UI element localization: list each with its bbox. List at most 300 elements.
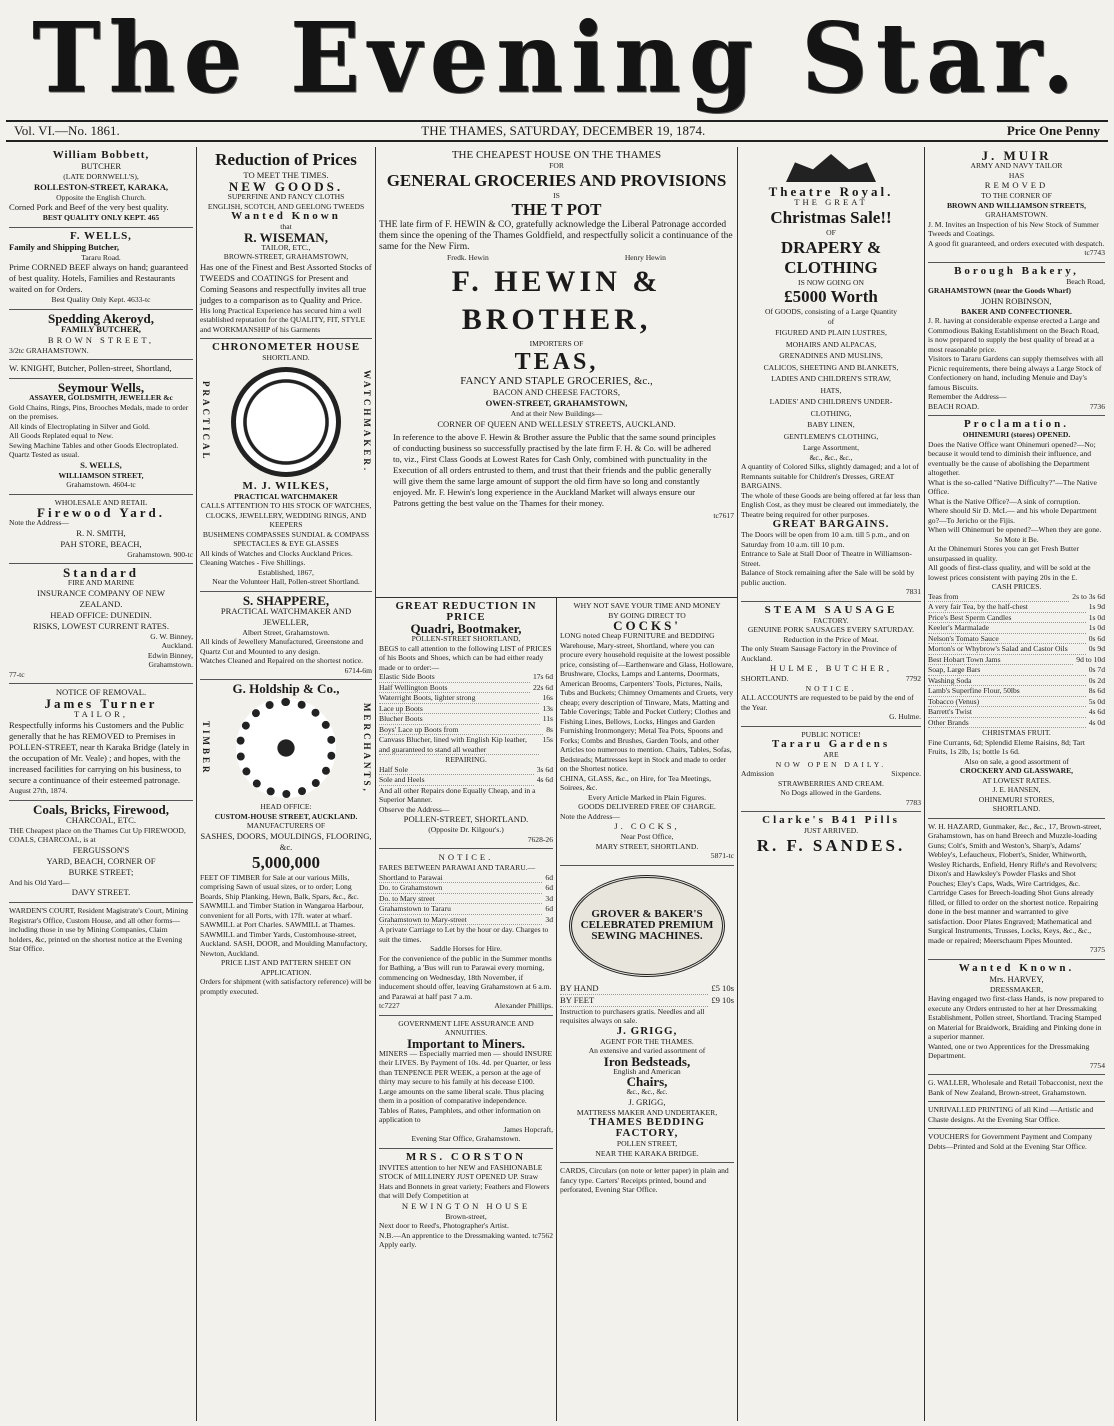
price-row: [379, 672, 553, 683]
ad-line: ROLLESTON-STREET, KARAKA,: [33, 181, 169, 192]
ad-heading: THE T POT: [511, 200, 602, 219]
ad-heading: MRS. CORSTON: [405, 1150, 527, 1163]
price-row: [928, 676, 1105, 687]
ad-line: PRICE LIST AND PATTERN SHEET ON APPLICATION.: [220, 958, 352, 977]
ad-line: WHOLESALE AND RETAIL: [54, 497, 148, 507]
price-value: 17s 6d: [532, 672, 553, 681]
column-3: [375, 597, 556, 1421]
column-1: [6, 147, 196, 1421]
ad-line: English and American: [613, 1066, 681, 1076]
side-label: TIMBER: [201, 720, 211, 776]
ad-harvey: [928, 960, 1105, 1076]
ad-line: Family and Shipping Butcher,: [9, 241, 120, 252]
ad-body: W. H. HAZARD, Gunmaker, &c., &c., 17, Brown-street, Grahamstown, has on hand Breech and Muzzle-loading Guns; Colt's, Smith and Weston's, Sharp's, Adams' Webley's, Lefaucheux, Flobert's, Snider, Whitworth, Wesley Richards, Enfield, Henry Rifle's and Revolvers; Dixon's and Hawksley's Powder Flasks and Shot Pouches; Eley's Caps, Wads, Wire Cartridges, &c. Cartridge Cases for Breech-loading Shot Guns already filled, or filled to order on the shortest notice. Repairing done in the best manner and warranted to give satisfaction. Door Plates Engraved; Mathematical and Surgical Instruments, Trusses, Locks, Keys, &c., &c., made or repaired; Meerschaum Pipes Mounted.: [928, 821, 1102, 945]
ad-body: ALL ACCOUNTS are requested to be paid by the end of the Year.: [741, 693, 914, 712]
ad-line: PUBLIC NOTICE!: [801, 729, 861, 739]
price-label: Nelson's Tomato Sauce: [928, 634, 1086, 645]
ad-line: BROWN-STREET, GRAHAMSTOWN,: [223, 252, 349, 261]
price-label: Tobacco (Venus): [928, 697, 1086, 708]
ad-signature: G. Hulme.: [889, 712, 921, 721]
ad-heading: COCKS': [613, 618, 681, 633]
price-row: [928, 592, 1105, 603]
goods-line: CLOTHING,: [810, 408, 852, 418]
price-label: Do. to Grahamstown: [379, 883, 542, 894]
ad-muir: [928, 147, 1105, 263]
ad-fergusson: [9, 801, 193, 904]
ad-signature: J. GRIGG,: [616, 1024, 678, 1037]
price-label: Boys' Lace up Boots from: [379, 725, 543, 736]
ad-line: &c., &c., &c.: [626, 1087, 668, 1096]
newspaper-title: The Evening Star.: [32, 1, 1082, 115]
ad-line: GRAHAMSTOWN.: [985, 210, 1048, 219]
ad-signature: G. W. Binney,: [150, 631, 193, 641]
ad-heading: G. Holdship & Co.,: [232, 681, 340, 696]
ad-line: YARD, BEACH, CORNER OF: [46, 855, 156, 866]
ad-body: Has one of the Finest and Best Assorted Stocks of TWEEDS and COATINGS for Present and Coming Seasons and respectfully invites all true judges to a comparison as to Quality and Price.: [200, 261, 372, 305]
price-row: [379, 683, 553, 694]
ad-line: SUPERFINE AND FANCY CLOTHS: [227, 192, 345, 201]
ad-line: THE GREAT: [794, 197, 868, 207]
price-row: [928, 613, 1105, 624]
ad-standard-insurance: [9, 564, 193, 684]
ad-government-life: [379, 1016, 553, 1149]
price-value: £9 10s: [711, 994, 734, 1005]
ad-line: STRAWBERRIES AND CREAM.: [778, 778, 884, 788]
ad-heading: Reduction of Prices: [215, 150, 357, 169]
ad-line: PAH STORE, BEACH,: [60, 538, 142, 549]
ad-wells: [9, 228, 193, 310]
ad-footer: Orders for shipment (with satisfactory reference) will be promptly executed.: [200, 977, 372, 996]
ad-wilkes: [200, 339, 372, 592]
ad-body: Does the Native Office want Ohinemuri opened?—No; because it would tend to diminish their influence, and eventually be the cause of abolishing the Department altogether.: [928, 439, 1096, 477]
ad-heading: 5,000,000: [252, 852, 320, 872]
ad-line: IS NOW GOING ON: [798, 277, 864, 287]
footer-row: [928, 402, 1105, 412]
ad-line: PRACTICAL WATCHMAKER: [234, 491, 338, 501]
price-value: 4s 6d: [1088, 707, 1105, 716]
ad-corston: [379, 1149, 553, 1254]
ad-heading: F. HEWIN & BROTHER,: [451, 264, 662, 336]
ad-body: All Goods Replated equal to New.: [9, 431, 114, 440]
ad-line: CHRISTMAS FRUIT.: [982, 728, 1051, 737]
ad-body: Instruction to purchasers gratis. Needles and all requisites always on sale.: [560, 1006, 705, 1025]
price-row: [379, 873, 553, 884]
ad-line: Opposite the English Church.: [56, 192, 146, 202]
ad-line: &c., &c., &c.,: [809, 452, 853, 462]
ad-line: FIRE AND MARINE: [67, 578, 135, 587]
price-label: Price's Best Sperm Candles: [928, 613, 1086, 624]
ad-line: IMPORTERS OF: [529, 338, 584, 348]
price-label: Elastic Side Boots: [379, 672, 530, 683]
ad-heading: Wanted Known: [231, 210, 341, 222]
ad-line: PRACTICAL WATCHMAKER AND: [220, 605, 352, 616]
price-list: [379, 873, 553, 926]
price-label: Shortland to Parawai: [379, 873, 542, 884]
dateline: [6, 120, 1108, 142]
ad-body: In reference to the above F. Hewin & Brother assure the Public that the same sound principles of conducting business so successfully practised by the late firm F. H. & Co. will be adhered to, viz., First Class Goods at Lowest Rates for Cash Only, combined with punctuality in the Execution of all orders entrusted to them, and trust that their friends and the public generally will give them the same large amount of support the old firm have so long and constantly enjoyed. Mr. F. Hewin's long experience in the Auckland Market will always ensure our Patrons getting the best value on the Thames for their money.: [393, 431, 716, 508]
ad-line: No Dogs allowed in the Gardens.: [780, 788, 882, 797]
ad-hewin: [379, 147, 734, 524]
ad-heading: William Bobbett,: [52, 149, 150, 161]
ad-line: ZEALAND.: [79, 598, 123, 609]
price-row: [928, 602, 1105, 613]
price-value: 4s 6d: [536, 775, 553, 784]
ad-body: At the Ohinemuri Stores you can get Fresh Butter unsurpassed in quality.: [928, 544, 1080, 563]
ad-line: Established, 1867,: [258, 567, 314, 577]
ad-wiseman: [200, 147, 372, 339]
ad-heading: Firewood Yard.: [37, 505, 165, 520]
price-list: [928, 592, 1105, 729]
volume-number: Vol. VI.—No. 1861.: [14, 123, 120, 138]
ad-line: that: [280, 222, 292, 231]
ad-body: And all other Repairs done Equally Cheap, and in a Superior Manner.: [379, 785, 536, 804]
ad-line: TO THE CORNER OF: [981, 191, 1052, 200]
ad-line: Grahamstown.: [148, 660, 193, 669]
ad-line: DAVY STREET.: [71, 887, 131, 897]
side-label: WATCHMAKER.: [362, 369, 372, 474]
ad-line: JEWELLER,: [263, 616, 309, 627]
ad-line: Brown-street,: [445, 1211, 487, 1221]
ad-firewood-yard: [9, 495, 193, 565]
ad-heading: Standard: [62, 565, 140, 580]
goods-line: MOHAIRS AND ALPACAS,: [785, 339, 877, 349]
ad-line: SHORTLAND.: [741, 674, 789, 683]
ad-body: VOUCHERS for Government Payment and Company Debts—Printed and Sold at the Evening Star Office.: [928, 1132, 1093, 1151]
ad-line: GOODS DELIVERED FREE OF CHARGE.: [578, 802, 716, 811]
price: Price One Penny: [1006, 123, 1100, 138]
ad-heading: Seymour Wells,: [57, 380, 145, 395]
ad-line: SHORTLAND.: [992, 804, 1041, 813]
ad-body: All kinds of Watches and Clocks Auckland Prices.: [200, 548, 353, 558]
ad-signature: Alexander Phillips.: [494, 1001, 553, 1010]
price-label: Washing Soda: [928, 676, 1086, 687]
price-label: Do. to Mary street: [379, 894, 542, 905]
price-value: 6d: [545, 904, 553, 913]
ad-line: BACON AND CHEESE FACTORS,: [492, 387, 621, 397]
saw-blade-icon: [236, 698, 336, 798]
ad-line: SASHES, DOORS, MOULDINGS, FLOORING, &c.: [200, 830, 372, 852]
ad-line: (LATE DORNWELL'S),: [63, 172, 139, 181]
ad-line: CROCKERY AND GLASSWARE,: [959, 766, 1074, 775]
price-value: 3d: [545, 893, 553, 903]
ad-line: Large Assortment,: [803, 443, 859, 452]
ad-body: Visitors to Tararu Gardens can supply themselves with all Picnic requirements, there being always a Large Stock of Confectionery on hand, including Menuie and Day's famous Biscuits.: [928, 354, 1104, 392]
ad-signature: JOHN ROBINSON,: [981, 295, 1052, 306]
price-label: Barrett's Twist: [928, 707, 1086, 718]
ad-warden-court: [9, 903, 193, 958]
price-row: [741, 769, 921, 779]
ad-line: THE CHEAPEST HOUSE ON THE THAMES: [451, 149, 662, 161]
price-value: 8s: [546, 724, 553, 734]
ad-line: BEACH ROAD.: [928, 401, 980, 411]
ad-cocks: [560, 598, 734, 866]
footer-row: [379, 1001, 553, 1011]
price-row: [379, 894, 553, 905]
price-label: Best Hobart Town Jams: [928, 655, 1073, 666]
ad-heading: Spedding Akeroyd,: [48, 310, 154, 326]
ad-body: Balance of Stock remaining after the Sale will be sold by public auction.: [741, 568, 915, 587]
ad-waller: [928, 1075, 1105, 1102]
ad-line: SHORTLAND.: [262, 353, 310, 362]
price-label: Blucher Boots: [379, 714, 540, 725]
goods-line: HATS,: [820, 385, 842, 395]
ad-body: J. M. Invites an Inspection of his New Stock of Summer Tweeds and Coatings.: [928, 219, 1099, 238]
ad-line: Observe the Address—: [379, 804, 450, 814]
price-value: 13s: [542, 703, 553, 713]
ad-signature: Mrs. HARVEY,: [989, 973, 1044, 984]
royal-crest-icon: [786, 154, 876, 182]
ad-body: The Doors will be open from 10 a.m. till 5 p.m., and on Saturday from 10 a.m. till 10 p.m.: [741, 530, 910, 549]
ad-line: OWEN-STREET, GRAHAMSTOWN,: [485, 398, 628, 408]
ad-heading: THAMES BEDDING FACTORY,: [589, 1116, 705, 1139]
ad-line: BUTCHER: [80, 161, 122, 171]
ad-body: A good fit guaranteed, and orders executed with despatch.: [928, 238, 1105, 248]
price-row: [560, 995, 734, 1007]
ad-heading: Quadri, Bootmaker,: [410, 621, 522, 636]
price-value: 6d: [545, 883, 553, 892]
ad-line: BAKER AND CONFECTIONER.: [961, 306, 1072, 316]
ad-line: POLLEN-STREET SHORTLAND,: [411, 634, 521, 643]
ad-line: WILLIAMSON STREET,: [58, 470, 144, 480]
ad-line: BY GOING DIRECT TO: [608, 610, 686, 620]
ad-signature: R. N. SMITH,: [76, 527, 126, 538]
price-value: 0s 9d: [1088, 644, 1105, 653]
price-row: [379, 765, 553, 776]
ad-line: So Mote it Be.: [994, 534, 1039, 544]
price-row: [379, 714, 553, 725]
price-list: [379, 672, 553, 755]
ad-heading: James Turner: [44, 696, 158, 711]
ad-line: MATTRESS MAKER AND UNDERTAKER,: [576, 1107, 718, 1117]
ad-heading: Coals, Bricks, Firewood,: [33, 801, 169, 817]
price-label: Other Brands: [928, 718, 1086, 729]
ad-body: CALLS ATTENTION TO HIS STOCK OF WATCHES, CLOCKS, JEWELLERY, WEDDING RINGS, AND KEEPERS: [200, 501, 372, 529]
price-value: 16s: [542, 693, 553, 702]
ad-body: The only Steam Sausage Factory in the Province of Auckland.: [741, 644, 898, 663]
ad-signature: FERGUSSON'S: [72, 844, 130, 855]
ad-line: HEAD OFFICE: DUNEDIN.: [50, 609, 152, 620]
ad-body: Gold Chains, Rings, Pins, Brooches Medals, made to order on the premises.: [9, 402, 189, 421]
price-label: BY FEET: [560, 995, 708, 1007]
ad-line: Tararu Road.: [81, 252, 121, 262]
price-label: Lace up Boots: [379, 704, 539, 715]
ad-body: CARDS, Circulars (on note or letter paper) in plain and fancy type. Carters' Receipts printed, bound and perforated, Evening Star Office.: [560, 1166, 729, 1194]
ad-signature: James Hopcraft,: [503, 1124, 553, 1134]
ad-signature: S. WELLS,: [80, 459, 122, 470]
ad-body: Sewing Machine Tables and other Goods Electroplated.: [9, 440, 179, 450]
ad-heading: Christmas Sale!!: [770, 208, 892, 227]
ad-grigg: [560, 866, 734, 1164]
ad-line: Saddle Horses for Hire.: [430, 944, 502, 953]
ad-signature: J. E. HANSEN,: [992, 785, 1041, 794]
ad-body: MINERS — Especially married men — should INSURE their LIVES. By Payment of 10s. 4d. per Quarter, or less than TENPENCE PER WEEK, a person at the age of thirty may secure to his family at his decease £100. Large amounts on the same liberal scale. Thus placing them in a position of comparative independence.: [379, 1048, 553, 1105]
ad-line: MANUFACTURERS OF: [246, 821, 326, 830]
price-value: 11s: [542, 714, 553, 723]
ad-body: What is the so-called "Native Difficulty?"—The Native Office.: [928, 477, 1097, 496]
ad-footer: 7783: [905, 797, 921, 807]
price-row: [928, 623, 1105, 634]
column-3-top: [375, 147, 737, 597]
ad-body: All kinds of Jewellery Manufactured, Greenstone and Quartz Cut and Mounted to any design.: [200, 637, 364, 656]
price-row: [928, 707, 1105, 718]
ad-heading: NOTICE.: [805, 683, 857, 693]
ad-line: TO MEET THE TIMES.: [243, 170, 329, 180]
clock-icon: [231, 367, 341, 477]
ad-heading: TEAS,: [514, 349, 599, 375]
clock-row: [200, 363, 372, 481]
ad-line: Next door to Reed's, Photographer's Artist.: [379, 1221, 509, 1230]
ad-line: And at their New Buildings—: [510, 409, 603, 418]
ad-line: ASSAYER, GOLDSMITH, JEWELLER &c: [29, 393, 173, 402]
ad-signature: M. J. WILKES,: [242, 479, 330, 492]
price-label: BY HAND: [560, 983, 708, 995]
ad-line: Note the Address—: [9, 518, 69, 527]
ad-footer: Grahamstown. 900-tc: [127, 549, 193, 559]
ad-footer: 7754: [1089, 1060, 1105, 1070]
ad-holdship: [200, 680, 372, 1000]
ad-body: GENUINE PORK SAUSAGES EVERY SATURDAY.: [747, 625, 915, 634]
ad-line: RISKS, LOWEST CURRENT RATES.: [32, 620, 169, 631]
ad-heading: Important to Miners.: [406, 1035, 526, 1051]
ad-heading: Iron Bedsteads,: [603, 1053, 691, 1069]
goods-list: [741, 328, 921, 441]
ad-line: INSURANCE COMPANY OF NEW: [36, 587, 166, 598]
ad-clarke-pills: [741, 812, 921, 860]
ad-heading: Wanted Known.: [958, 961, 1075, 974]
price-label: Grahamstown to Tararu: [379, 904, 542, 915]
ad-body: G. WALLER, Wholesale and Retail Tobacconist, next the Bank of New Zealand, Brown-street, Grahamstown.: [928, 1078, 1103, 1097]
ad-line: FAMILY BUTCHER,: [61, 323, 141, 334]
ad-body: Respectfully informs his Customers and the Public generally that he has REMOVED to Premises in POLLEN-STREET, near th Karaka Bridge (lately in the occupation of Mr. Veale) ; and hopes, with the increased facilities for carrying on his business, to secure a continuance of their esteemed patronage.: [9, 720, 190, 785]
ad-line: HEAD OFFICE:: [260, 802, 312, 811]
ad-line: Note the Address—: [560, 811, 620, 821]
ad-line: ENGLISH, SCOTCH, AND GEELONG TWEEDS: [207, 201, 365, 211]
side-label: PRACTICAL: [201, 381, 211, 462]
ad-seymour-wells: [9, 379, 193, 495]
ad-footer: August 27th, 1874.: [9, 786, 68, 795]
ad-heading: GENERAL GROCERIES AND PROVISIONS: [386, 170, 727, 190]
ad-body: SAWMILL at Port Charles. SAWMILL at Thames. SAWMILL and Timber Yards, Customhouse-street, Auckland. SASH, DOOR, and Moulding Manufactory, Newton, Auckland.: [200, 920, 368, 958]
ad-line: OHINEMURI (stores) OPENED.: [962, 430, 1071, 439]
price-row: [928, 655, 1105, 666]
price-value: 0s 6d: [1088, 633, 1105, 643]
ad-line: IS: [553, 190, 560, 200]
ad-tararu-gardens: [741, 727, 921, 813]
ad-footer: tc7743: [1084, 248, 1105, 257]
price-row: [379, 904, 553, 915]
ad-line: FARES BETWEEN PARAWAI AND TARARU.—: [379, 863, 536, 872]
column-5: [737, 147, 924, 1421]
ad-footer: 3/2tc GRAHAMSTOWN.: [9, 345, 89, 355]
ad-line: BROWN STREET,: [47, 334, 155, 345]
ad-body: Corned Pork and Beef of the very best quality.: [9, 202, 169, 212]
ad-body: W. KNIGHT, Butcher, Pollen-street, Shortland,: [9, 363, 172, 373]
ad-body: Prime CORNED BEEF always on hand; guaranteed of best quality. Hotels, Families and Restaurants waited on for Orders.: [9, 262, 189, 294]
ad-body: Where should Sir D. McL— and his whole Department go?—To Jericho or the Fijis.: [928, 506, 1097, 525]
price-value: 9d to 10d: [1076, 654, 1105, 664]
ad-heading: Proclamation.: [963, 418, 1070, 430]
price-value: 2s to 3s 6d: [1072, 591, 1105, 601]
ad-signature: J. COCKS,: [614, 821, 680, 831]
ad-line: Also on sale, a good assortment of: [964, 756, 1069, 766]
ad-line: NOW OPEN DAILY.: [775, 759, 887, 769]
price-value: 3d: [545, 914, 553, 924]
price-label: A very fair Tea, by the half-chest: [928, 602, 1086, 613]
price-label: Keeler's Marmalade: [928, 623, 1086, 634]
ad-body: Having engaged two first-class Hands, is now prepared to execute any Orders entrusted to her at her Dressmaking Establishment, Pollen street, Shortland. Tracing Stamped on Material for Braidwork, Braiding and Pinking done in a superior manner.: [928, 994, 1104, 1041]
ad-heading: GREAT BARGAINS.: [772, 518, 890, 530]
ad-theatre-royal: [741, 147, 921, 602]
ad-body: CHINA, GLASS, &c., on Hire, for Tea Meetings, Soirees, &c.: [560, 773, 711, 792]
ad-heading: NOTICE.: [438, 852, 494, 862]
ad-heading: Clarke's B41 Pills: [762, 814, 900, 826]
price-row: [928, 686, 1105, 697]
ad-bobbett: [9, 147, 193, 228]
ad-line: GOVERNMENT LIFE ASSURANCE AND ANNUITIES.: [398, 1018, 534, 1037]
ad-body: Fine Currants, 6d; Splendid Eleme Raisins, 8d; Tart Fruits, 1s 2lb, 1s; bottle 1s 6d.: [928, 737, 1085, 756]
ad-signature: J. GRIGG,: [628, 1096, 666, 1107]
ad-body: THE Cheapest place on the Thames Cut Up FIREWOOD, COALS, CHARCOAL, is at: [9, 825, 186, 844]
ad-line: AT LOWEST RATES.: [982, 775, 1051, 785]
ad-heading: Tararu Gardens: [771, 738, 891, 750]
saw-row: [200, 694, 372, 802]
ad-turner: [9, 684, 193, 801]
ad-heading: S. SHAPPERE,: [242, 592, 330, 608]
ad-line: DRESSMAKER,: [990, 984, 1043, 994]
ad-line: An extensive and varied assortment of: [588, 1046, 706, 1055]
ad-body: Entrance to Sale at Stall Door of Theatre in Williamson-Street.: [741, 549, 912, 568]
ad-line: Near Post Office,: [620, 832, 674, 841]
ad-knight: [9, 360, 193, 379]
price-value: 1s 0d: [1088, 612, 1105, 622]
ad-line: POLLEN STREET,: [616, 1139, 678, 1148]
ad-signature: R. WISEMAN,: [244, 229, 328, 245]
price-row: [379, 693, 553, 704]
ad-line: REPAIRING.: [445, 755, 487, 764]
ad-footer: tc7617: [713, 510, 734, 520]
ad-line: Of GOODS, consisting of a Large Quantity: [764, 307, 898, 316]
issue-date: THE THAMES, SATURDAY, DECEMBER 19, 1874.: [421, 123, 706, 138]
price-value: 0s 7d: [1088, 665, 1105, 674]
ad-line: And his Old Yard—: [9, 877, 70, 887]
goods-line: LADIES' AND CHILDREN'S UNDER-: [769, 397, 893, 406]
ad-body: UNRIVALLED PRINTING of all Kind —Artistic and Chaste designs. At the Evening Star Office.: [928, 1105, 1094, 1124]
ad-body: His long Practical Experience has secured him a well established reputation for the QUALITY, FIT, STYLE and WORKMANSHIP of his Garments: [200, 305, 366, 334]
ad-footer: 7375: [1089, 945, 1105, 954]
ad-hazard: [928, 819, 1105, 960]
price-label: Lamb's Superfine Flour, 50lbs: [928, 686, 1086, 697]
goods-line: LADIES AND CHILDREN'S STRAW,: [771, 374, 891, 383]
ad-heading: Chairs,: [626, 1074, 668, 1089]
price-label: Half Sole: [379, 765, 534, 776]
price-label: Grahamstown to Mary-street: [379, 915, 542, 926]
price-row: [379, 883, 553, 894]
ad-footer: 5871-tc: [710, 851, 734, 860]
ad-line: Auckland.: [161, 641, 193, 650]
goods-line: GRENADINES AND MUSLINS,: [779, 351, 883, 360]
price-value: 22s 6d: [532, 682, 553, 692]
ad-line: JUST ARRIVED.: [803, 826, 859, 835]
footer-row: [379, 1231, 553, 1250]
ad-heading: F. WELLS,: [70, 229, 132, 242]
ad-footer: 7736: [1089, 401, 1105, 411]
price-row: [928, 634, 1105, 645]
ad-body: All kinds of Electroplating in Silver and Gold.: [9, 421, 150, 431]
ad-body: LONG noted Cheap FURNITURE and BEDDING Warehouse, Mary-street, Shortland, where you can procure every household requisite at the lowest possible price, consisting of—Earthenware and Glass, Holloware, Brushware, Clocks, Lamps and Lanterns, Doormats, American Brooms, Carpenters' Tools, Pictures, Nails, Tubs and Buckets; Chimney Ornaments and Cruets, very cheap; every description of Tinware, Mats, Matting and Table Coverings; Table and Pocket Cutlery; Clothes and Fishing Lines, Bellows, Locks, Hinges and Garden Furnishing Ironmongery; Metal Tea Pots, Spoons and Forks; Combs and Brushes, Garden Tools, and other Articles too numerous to mention. Chairs, Tables, Sofas, Bedsteads; Mattresses kept in Stock and made to order on the Shortest notice.: [560, 631, 734, 773]
ad-line: (Opposite Dr. Kilgour's.): [428, 825, 504, 834]
side-label: MERCHANTS,: [362, 702, 372, 794]
ad-footer: 7792: [905, 674, 921, 683]
